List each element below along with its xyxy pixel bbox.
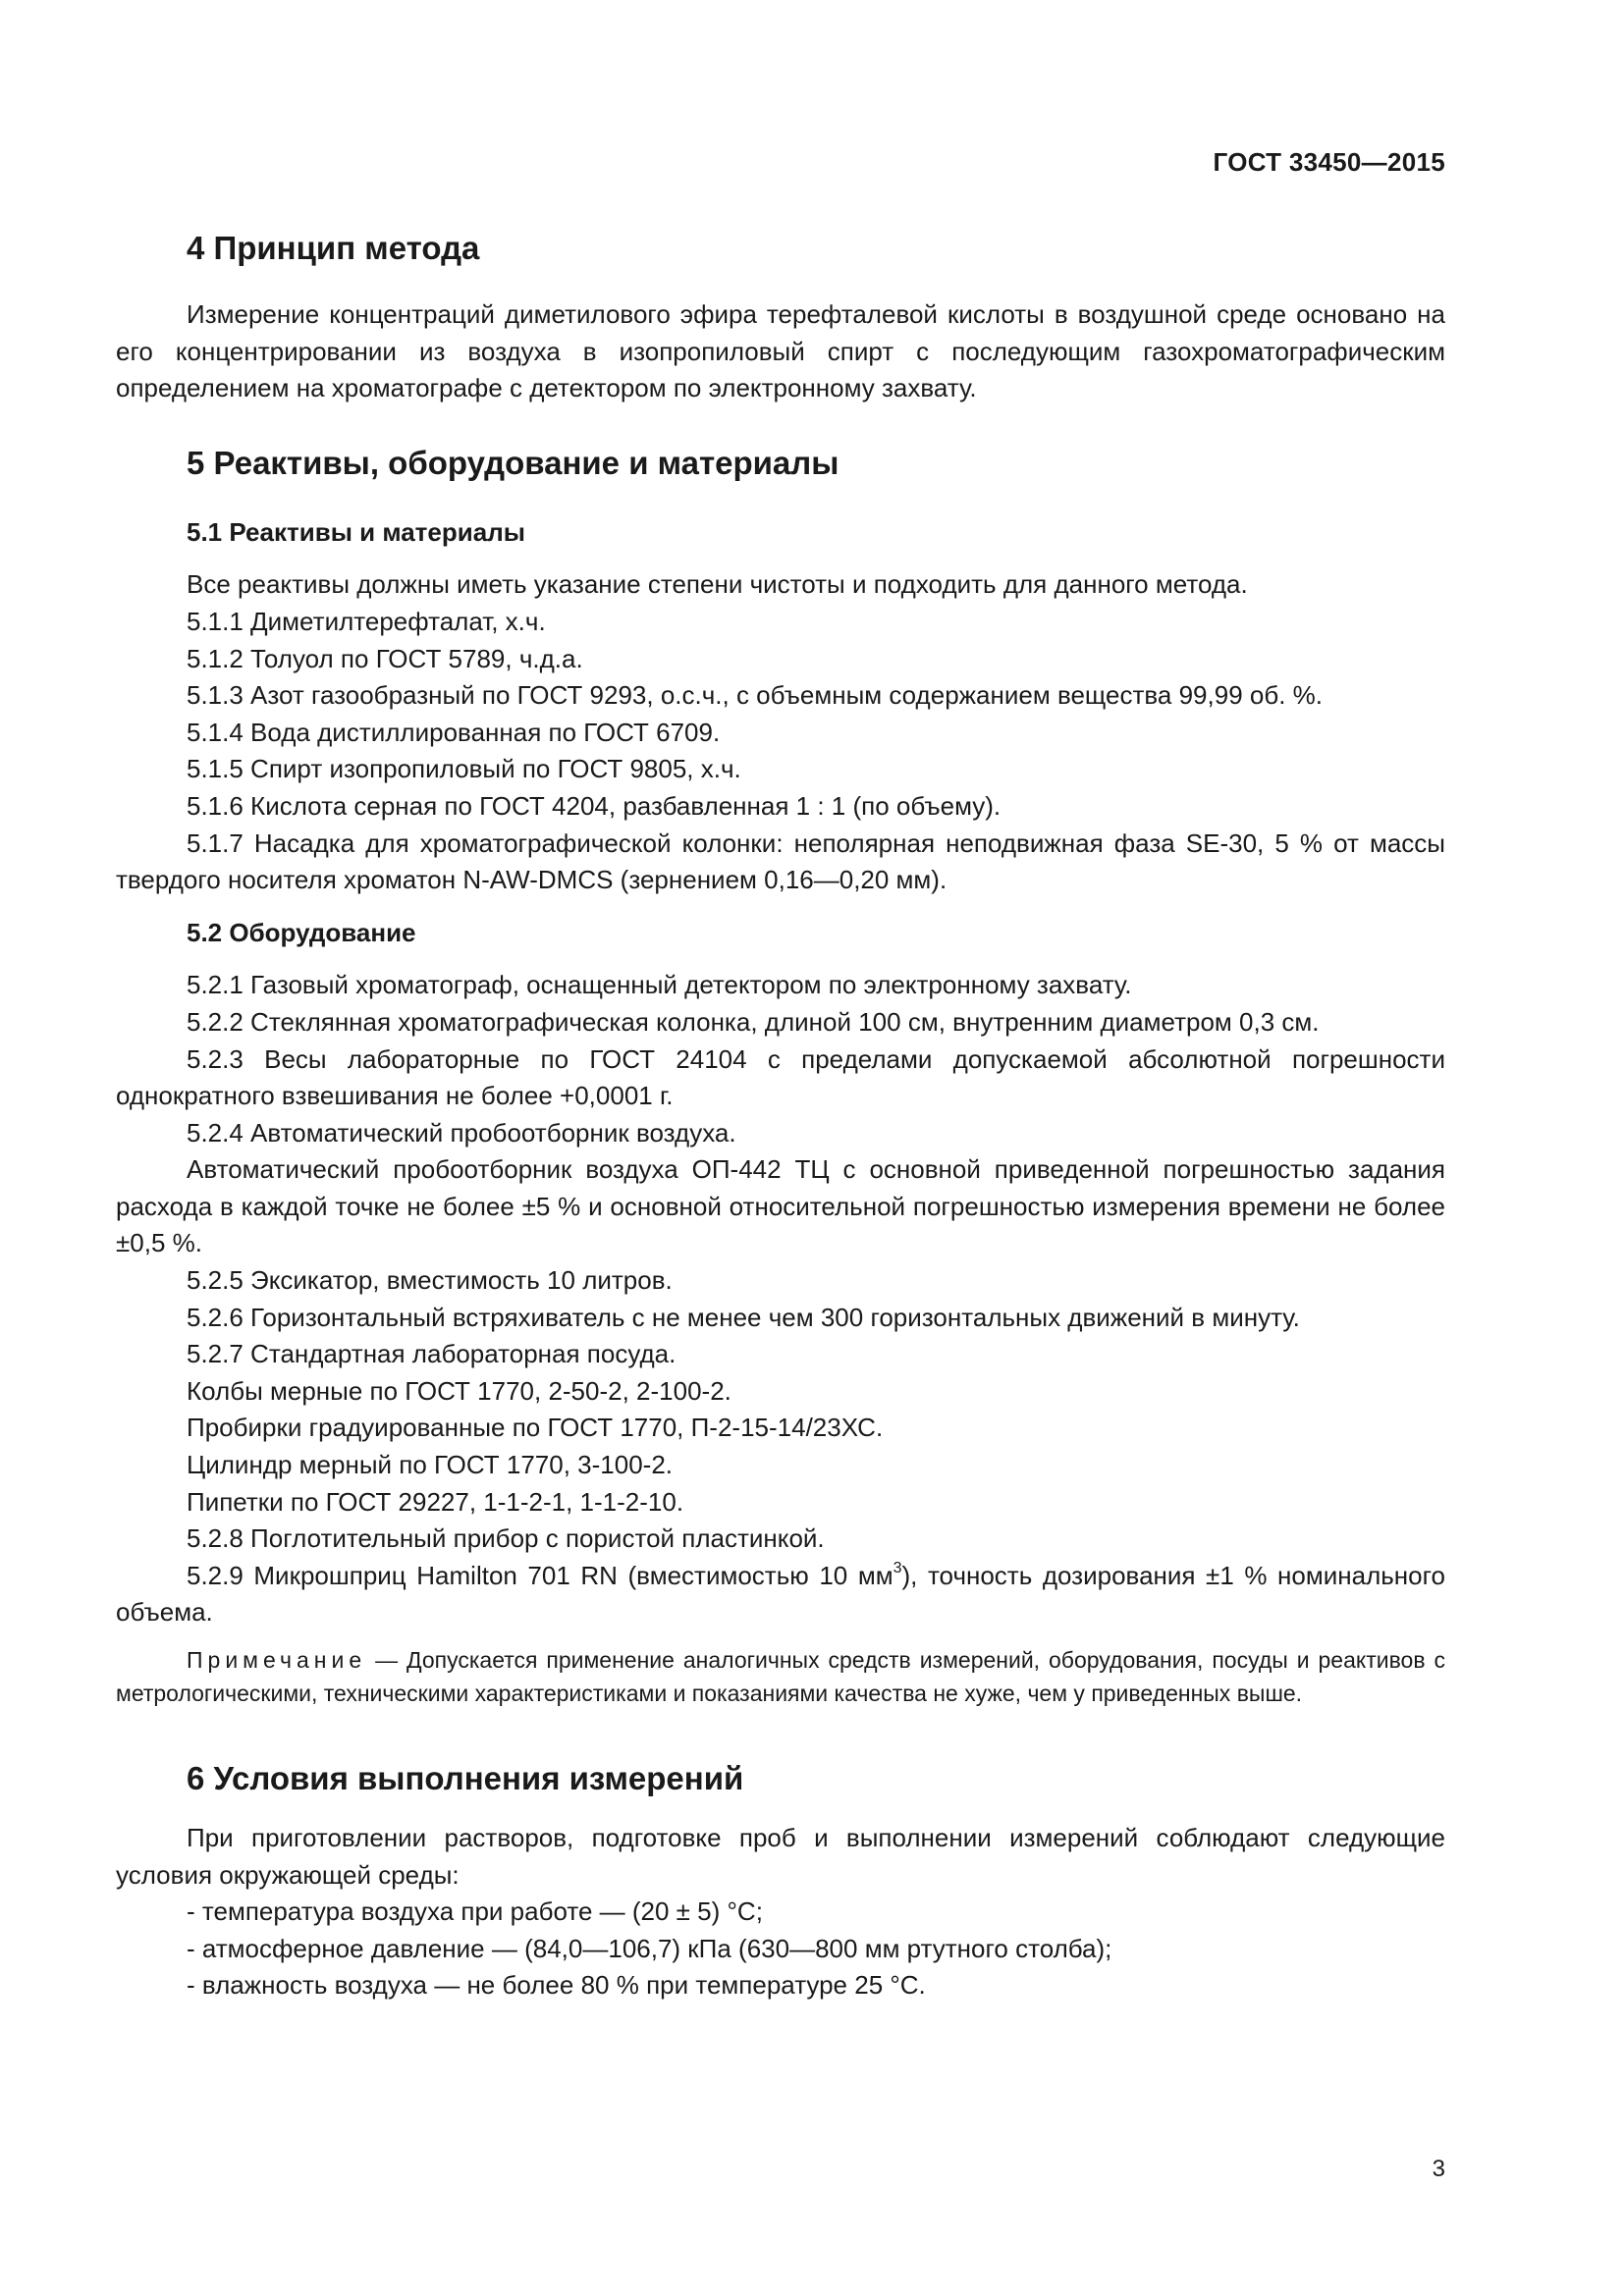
subsection-5-1-title: 5.1 Реактивы и материалы [187, 516, 525, 547]
glassware-cylinder: Цилиндр мерный по ГОСТ 1770, 3-100-2. [187, 1450, 674, 1480]
note-text: — Допускается применение аналогичных средств измерений, оборудования, посуды и реактивов с метрологическими, техническими характеристиками и показаниями качества не хуже, чем у приведенных выше. [116, 1647, 1445, 1706]
item-5-1-2: 5.1.2 Толуол по ГОСТ 5789, ч.д.а. [187, 643, 583, 673]
page-content [116, 218, 1445, 2004]
item-5-2-9 [116, 1558, 1445, 1631]
section-4-title: 4 Принцип метода [187, 230, 480, 266]
item-5-1-1: 5.1.1 Диметилтерефталат, х.ч. [187, 606, 546, 636]
glassware-tubes: Пробирки градуированные по ГОСТ 1770, П-2-15-14/23ХС. [187, 1413, 884, 1443]
subsection-5-2-title: 5.2 Оборудование [187, 917, 416, 947]
note-label: Примечание [187, 1647, 367, 1673]
superscript-3: 3 [893, 1560, 902, 1577]
item-5-1-5: 5.1.5 Спирт изопропиловый по ГОСТ 9805, х.ч. [187, 754, 741, 784]
subsection-5-1-intro: Все реактивы должны иметь указание степени чистоты и подходить для данного метода. [187, 569, 1248, 600]
condition-temperature: - температура воздуха при работе — (20 ± 5) °С; [187, 1896, 763, 1927]
item-5-1-7: 5.1.7 Насадка для хроматографической колонки: неполярная неподвижная фаза SE-30, 5 % от массы твердого носителя хроматон N-AW-DMCS (зернением 0,16—0,20 мм). [116, 828, 1445, 895]
item-5-2-4: 5.2.4 Автоматический пробоотборник воздуха. [187, 1117, 736, 1148]
item-5-1-3: 5.1.3 Азот газообразный по ГОСТ 9293, о.с.ч., с объемным содержанием вещества 99,99 об. %. [187, 680, 1324, 711]
page-number: 3 [1432, 2156, 1445, 2182]
item-5-2-2: 5.2.2 Стеклянная хроматографическая колонка, длиной 100 см, внутренним диаметром 0,3 см. [187, 1006, 1320, 1037]
condition-humidity: - влажность воздуха — не более 80 % при температуре 25 °С. [187, 1970, 926, 2001]
item-5-2-8: 5.2.8 Поглотительный прибор с пористой пластинкой. [187, 1523, 825, 1554]
section-4-paragraph: Измерение концентраций диметилового эфира терефталевой кислоты в воздушной среде основано на его концентрировании из воздуха в изопропиловый спирт с последующим газохроматографическим определением на хроматографе с детектором по электронному захвату. [116, 299, 1445, 403]
item-5-2-9-text-end: ), точность дозирования ±1 % номинального объема. [116, 1560, 1445, 1628]
item-5-1-4: 5.1.4 Вода дистиллированная по ГОСТ 6709. [187, 717, 721, 747]
condition-pressure: - атмосферное давление — (84,0—106,7) кПа (630—800 мм ртутного столба); [187, 1933, 1112, 1963]
section-5-title: 5 Реактивы, оборудование и материалы [187, 444, 839, 481]
document-code: ГОСТ 33450—2015 [1213, 147, 1445, 177]
section-6-title: 6 Условия выполнения измерений [187, 1760, 744, 1796]
section-6-intro: При приготовлении растворов, подготовке проб и выполнении измерений соблюдают следующие условия окружающей среды: [116, 1823, 1445, 1890]
item-5-2-6: 5.2.6 Горизонтальный встряхиватель с не менее чем 300 горизонтальных движений в минуту. [187, 1302, 1300, 1332]
item-5-2-4-details: Автоматический пробоотборник воздуха ОП-442 ТЦ с основной приведенной погрешностью задания расхода в каждой точке не более ±5 % и основной относительной погрешностью измерения времени не более ±0,5 %. [116, 1154, 1445, 1258]
item-5-2-1: 5.2.1 Газовый хроматограф, оснащенный детектором по электронному захвату. [187, 970, 1132, 1000]
item-5-2-3: 5.2.3 Весы лабораторные по ГОСТ 24104 с пределами допускаемой абсолютной погрешности однократного взвешивания не более +0,0001 г. [116, 1043, 1445, 1111]
item-5-2-7: 5.2.7 Стандартная лабораторная посуда. [187, 1339, 677, 1369]
item-5-1-6: 5.1.6 Кислота серная по ГОСТ 4204, разбавленная 1 : 1 (по объему). [187, 790, 1001, 821]
note [116, 1643, 1445, 1710]
item-5-2-5: 5.2.5 Эксикатор, вместимость 10 литров. [187, 1265, 673, 1296]
glassware-flasks: Колбы мерные по ГОСТ 1770, 2-50-2, 2-100-2. [187, 1375, 731, 1406]
item-5-2-9-text-start: 5.2.9 Микрошприц Hamilton 701 RN (вместимостью 10 мм [187, 1560, 893, 1590]
glassware-pipettes: Пипетки по ГОСТ 29227, 1-1-2-1, 1-1-2-10. [187, 1486, 684, 1517]
